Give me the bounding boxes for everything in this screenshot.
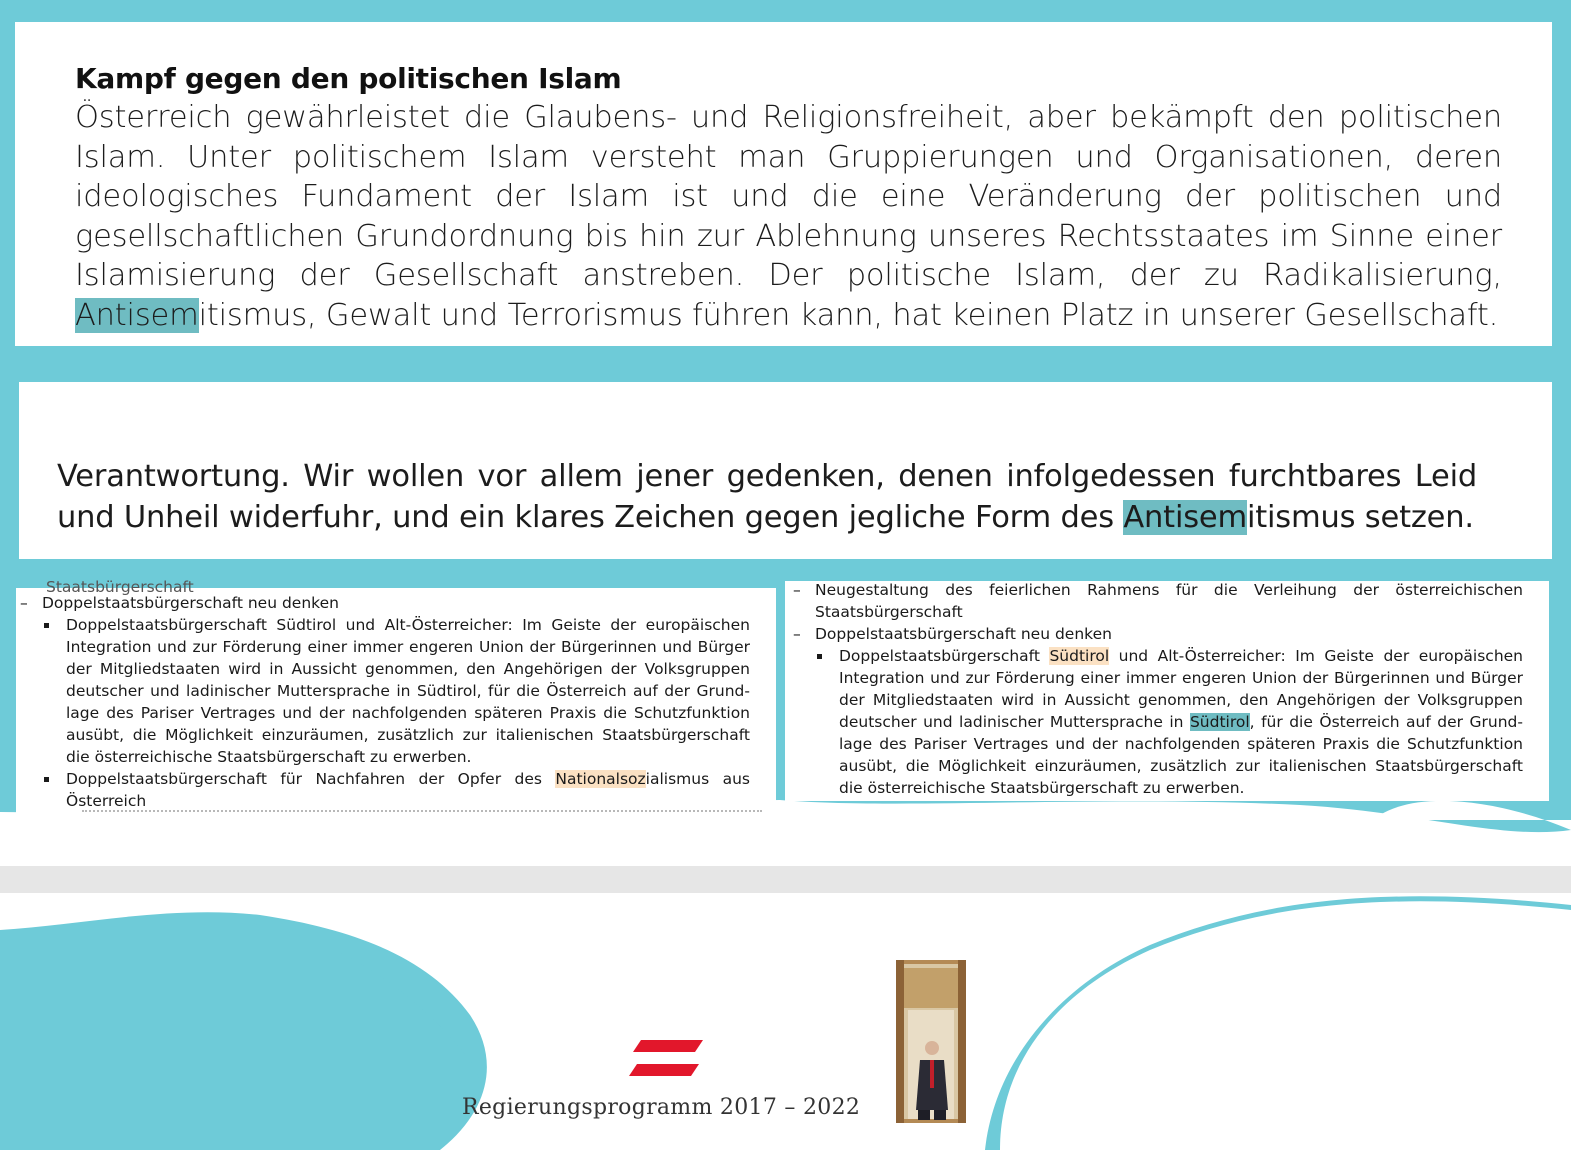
list-item-text: Doppelstaatsbürgerschaft Südtirol und Alt-Österreicher: Im Geiste der europäischen Integration und zur Förderung einer immer engeren Union der Bürgerinnen und Bürger der Mitgliedstaaten wird in Aussicht genommen, den Angehörigen der Volksgruppen deutscher und ladinischer Muttersprache in Südtirol, für die Österreich auf der Grundlage des Pariser Vertrages und der nachfolgenden späteren Praxis die Schutzfunktion ausübt, die Möglichkeit einzuräumen, zusätzlich zur italienischen Staatsbürgerschaft die österreichische Staatsbürgerschaft zu erwerben. — [66, 616, 750, 766]
excerpt-card-political-islam — [15, 22, 1552, 346]
list-item — [16, 592, 750, 614]
list-item-text: Neugestaltung des feierlichen Rahmens für die Verleihung der österreichischen Staatsbürgerschaft — [815, 581, 1523, 621]
list-item — [16, 768, 750, 812]
list-item — [789, 623, 1523, 645]
list-item-text: ialismus aus Österreich — [66, 770, 750, 810]
list-item-text: Doppelstaatsbürgerschaft — [839, 647, 1050, 665]
excerpt-card-responsibility — [19, 382, 1552, 559]
list-item-text: , für die Österreich auf der Grundlage des Pariser Vertrages und der nachfolgenden späteren Praxis die Schutzfunktion ausübt, die Möglichkeit einzuräumen, zusätzlich zur italienischen Staatsbürgerschaft die österreichische Staatsbürgerschaft zu erwerben. — [839, 713, 1523, 797]
divider-strip — [0, 866, 1571, 893]
search-highlight: Südtirol — [1049, 647, 1110, 665]
search-highlight: Antisem — [75, 297, 199, 333]
dash-bullet-icon: – — [793, 581, 801, 599]
list-item — [789, 579, 1523, 623]
cropped-line: Staatsbürgerschaft — [46, 578, 194, 596]
document-list — [789, 579, 1523, 799]
list-item-text: Doppelstaatsbürgerschaft für Nachfahren der Opfer des — [66, 770, 556, 788]
paragraph-text: itismus, Gewalt und Terrorismus führen kann, hat keinen Platz in unserer Gesellschaft. — [198, 297, 1499, 333]
list-item — [789, 645, 1523, 799]
search-highlight: Südtirol — [1189, 713, 1250, 731]
section-heading: Kampf gegen den politischen Islam — [75, 62, 622, 95]
list-item-text: Doppelstaatsbürgerschaft neu denken — [815, 625, 1112, 643]
paragraph-text: Österreich gewährleistet die Glaubens- und Religionsfreiheit, aber bekämpft den politischen Islam. Unter politischem Islam versteht man Gruppierungen und Organisationen, deren ideologisches Fundament der Islam ist und die eine Veränderung der politischen und gesellschaftlichen Grundordnung bis hin zur Ablehnung unseres Rechtsstaates im Sinne einer Islamisierung der Gesellschaft anstreben. Der politische Islam, der zu Radikalisierung, — [75, 100, 1502, 293]
search-highlight: Antisem — [1123, 500, 1247, 535]
search-highlight: Nationalsoz — [555, 770, 646, 788]
excerpt-card-citizenship-right — [785, 581, 1549, 801]
paragraph-text: itismus setzen. — [1246, 500, 1474, 535]
square-bullet-icon — [44, 623, 49, 628]
austria-flag-stripes-icon — [629, 1040, 703, 1076]
person-photo — [896, 960, 966, 1123]
list-item-text: und Alt-Österreicher: Im Geiste der europäischen Integration und zur Förderung einer immer engeren Union der Bürgerinnen und Bürger der Mitgliedstaaten wird in Aussicht genommen, den Angehörigen der Volksgruppen deutscher und ladinischer Muttersprache in — [839, 647, 1523, 731]
list-item-text: Doppelstaatsbürgerschaft neu denken — [42, 594, 339, 612]
dash-bullet-icon: – — [20, 594, 28, 612]
list-item — [16, 614, 750, 768]
excerpt-card-citizenship-left — [16, 578, 776, 816]
square-bullet-icon — [817, 654, 822, 659]
dash-bullet-icon: – — [793, 625, 801, 643]
excerpt-paragraph — [75, 98, 1502, 335]
paragraph-text: Verantwortung. Wir wollen vor allem jener gedenken, denen infolgedessen furchtbares Leid und Unheil widerfuhr, und ein klares Zeichen gegen jegliche Form des — [57, 459, 1477, 535]
document-title: Regierungsprogramm 2017 – 2022 — [462, 1095, 861, 1120]
cropped-line — [82, 810, 762, 820]
excerpt-paragraph — [57, 456, 1477, 538]
document-list — [16, 592, 750, 812]
square-bullet-icon — [44, 777, 49, 782]
